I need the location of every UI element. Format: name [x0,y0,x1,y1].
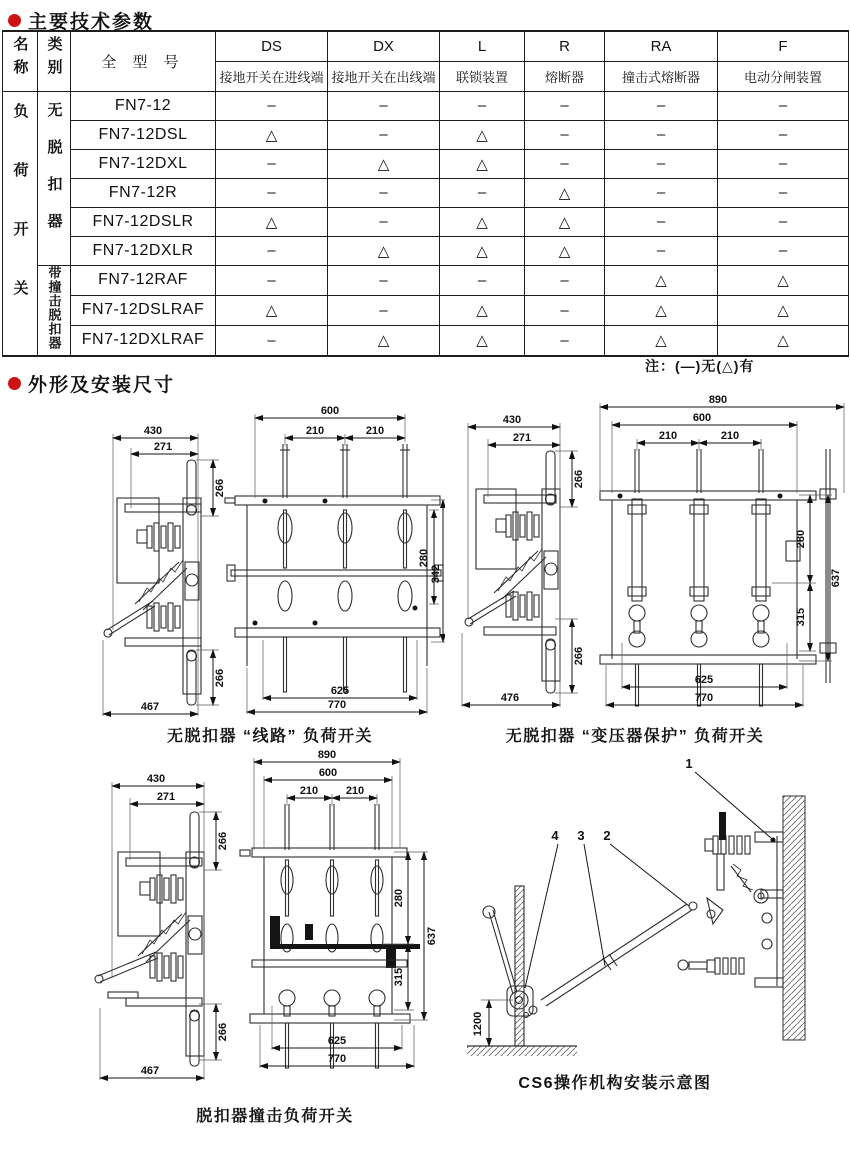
dim-label: 210 [658,430,678,442]
dim-label: 770 [327,699,347,711]
feature-cell: △ [525,207,605,236]
feature-cell: △ [605,295,718,325]
dim-label: 476 [500,692,520,704]
section-title-dimensions [8,370,175,397]
feature-cell: – [328,295,440,325]
part-labels [525,756,776,988]
model-cell: FN7-12DXLR [71,236,216,265]
dim-label: 315 [795,607,807,627]
side-dimensions [100,773,229,1080]
feature-cell: – [328,207,440,236]
feature-cell: △ [216,207,328,236]
section-title-text: 外形及安装尺寸 [28,375,176,396]
drawing-line-load-switch [95,398,445,723]
front-view [240,804,420,1068]
feature-cell: △ [440,120,525,149]
side-view [104,460,201,705]
feature-cell: △ [605,265,718,295]
part-label-2: 2 [603,828,611,843]
drawing-cs6-mechanism [455,748,850,1068]
model-cell: FN7-12DXLRAF [71,325,216,355]
dim-label: 315 [393,967,405,987]
drawing-striker-load-switch [92,748,454,1098]
feature-cell: – [605,178,718,207]
group-striker-release: 带撞击脱扣器 [38,265,71,356]
feature-cell: – [605,149,718,178]
dim-label: 280 [795,529,807,549]
header-model: 全 型 号 [71,31,216,91]
header-code-ds: DS [216,31,328,61]
model-cell: FN7-12DSL [71,120,216,149]
dim-label: 266 [573,469,585,489]
front-dimensions [600,394,844,707]
front-view [225,444,443,692]
feature-cell: △ [216,295,328,325]
model-cell: FN7-12RAF [71,265,216,295]
header-code-l: L [440,31,525,61]
dim-label: 770 [327,1053,347,1065]
feature-cell: – [440,265,525,295]
feature-cell: △ [718,265,849,295]
feature-cell: △ [216,120,328,149]
dim-label: 271 [512,432,532,444]
ground [467,1046,577,1056]
feature-cell: △ [328,325,440,355]
header-desc-f: 电动分闸装置 [718,61,849,91]
feature-cell: – [605,207,718,236]
table-row [3,120,849,149]
feature-cell: △ [440,236,525,265]
table-row [3,207,849,236]
feature-cell: – [718,236,849,265]
caption-transformer-load-switch: 无脱扣器 “变压器保护” 负荷开关 [505,728,765,745]
feature-cell: – [328,120,440,149]
front-view [600,449,836,706]
header-desc-ds: 接地开关在进线端 [216,61,328,91]
dim-label: 637 [426,926,438,946]
header-code-ra: RA [605,31,718,61]
red-bullet-icon [8,377,21,390]
feature-cell: – [718,149,849,178]
dim-label: 1200 [472,1011,484,1037]
feature-cell: – [216,178,328,207]
feature-cell: – [718,178,849,207]
table-row [3,265,849,295]
dim-label: 280 [418,548,430,568]
feature-cell: △ [440,149,525,178]
dim-label: 210 [299,785,319,797]
feature-cell: △ [718,325,849,355]
feature-cell: – [328,91,440,120]
dim-label: 625 [694,674,714,686]
feature-cell: – [718,91,849,120]
part-label-3: 3 [577,828,585,843]
table-row [3,178,849,207]
feature-cell: – [328,265,440,295]
feature-cell: △ [525,236,605,265]
header-desc-l: 联锁装置 [440,61,525,91]
header-code-dx: DX [328,31,440,61]
model-cell: FN7-12R [71,178,216,207]
dim-label: 210 [365,425,385,437]
header-desc-ra: 撞击式熔断器 [605,61,718,91]
parameters-table [2,30,849,357]
dim-label: 266 [217,831,229,851]
feature-cell: – [216,325,328,355]
section-title-text: 主要技术参数 [28,12,155,33]
dim-label: 467 [140,1065,160,1077]
feature-cell: – [525,295,605,325]
feature-cell: – [605,91,718,120]
feature-cell: – [440,91,525,120]
feature-cell: – [525,120,605,149]
feature-cell: – [525,325,605,355]
feature-cell: – [605,120,718,149]
header-code-f: F [718,31,849,61]
feature-cell: – [525,91,605,120]
feature-cell: – [216,149,328,178]
connecting-rod [541,902,697,1006]
feature-cell: △ [605,325,718,355]
dim-label: 210 [345,785,365,797]
dim-label: 625 [327,1035,347,1047]
front-dimensions [254,749,438,1068]
operating-lever [483,886,537,1046]
dim-label: 600 [320,405,340,417]
dim-label: 266 [217,1022,229,1042]
feature-cell: △ [328,149,440,178]
feature-cell: – [216,236,328,265]
dim-label: 430 [502,414,522,426]
model-cell: FN7-12DXL [71,149,216,178]
dim-label: 271 [156,791,176,803]
feature-cell: – [718,120,849,149]
header-code-r: R [525,31,605,61]
feature-cell: – [216,265,328,295]
table-row [3,295,849,325]
table-row [3,236,849,265]
dim-label: 770 [694,692,714,704]
feature-cell: △ [440,325,525,355]
feature-cell: – [525,149,605,178]
dim-label: 600 [318,767,338,779]
part-label-4: 4 [551,828,559,843]
dim-label: 266 [214,478,226,498]
table-row [3,91,849,120]
model-cell: FN7-12 [71,91,216,120]
header-desc-r: 熔断器 [525,61,605,91]
caption-cs6-mechanism: CS6操作机构安装示意图 [518,1075,712,1092]
dim-label: 266 [214,668,226,688]
header-desc-dx: 接地开关在出线端 [328,61,440,91]
group-no-release: 无脱扣器 [38,91,71,265]
table-row [3,325,849,355]
model-cell: FN7-12DSLR [71,207,216,236]
dim-label: 890 [317,749,337,761]
feature-cell: △ [328,236,440,265]
dim-label: 342 [430,564,442,584]
side-dimensions [462,414,585,707]
feature-cell: △ [718,295,849,325]
feature-cell: △ [440,207,525,236]
dim-label: 467 [140,701,160,713]
dim-label: 625 [330,685,350,697]
model-cell: FN7-12DSLRAF [71,295,216,325]
feature-cell: – [328,178,440,207]
dim-label: 637 [830,568,842,588]
red-bullet-icon [8,14,21,27]
dim-label: 210 [720,430,740,442]
drawing-transformer-load-switch [460,393,850,723]
side-dimensions [103,425,226,716]
wall [783,796,805,1040]
caption-line-load-switch: 无脱扣器 “线路” 负荷开关 [167,728,373,745]
feature-cell: △ [525,178,605,207]
header-name: 名称 [3,31,38,91]
dim-label: 271 [153,441,173,453]
dim-label: 266 [573,646,585,666]
feature-cell: – [525,265,605,295]
dim-label: 210 [305,425,325,437]
dim-label: 600 [692,412,712,424]
table-row [3,149,849,178]
part-label-1: 1 [685,756,693,771]
dim-label: 280 [393,888,405,908]
dim-label: 890 [708,394,728,406]
dim-label: 430 [146,773,166,785]
dim-label: 430 [143,425,163,437]
group-load-switch: 负荷开关 [3,91,38,356]
feature-cell: – [605,236,718,265]
side-view [95,812,204,1066]
caption-striker-load-switch: 脱扣器撞击负荷开关 [196,1108,354,1125]
feature-cell: – [440,178,525,207]
feature-cell: △ [440,295,525,325]
table-note: 注：(—)无(△)有 [645,358,755,374]
header-category: 类别 [38,31,71,91]
side-view [465,451,560,693]
wall-switch [678,812,783,987]
feature-cell: – [718,207,849,236]
feature-cell: – [216,91,328,120]
